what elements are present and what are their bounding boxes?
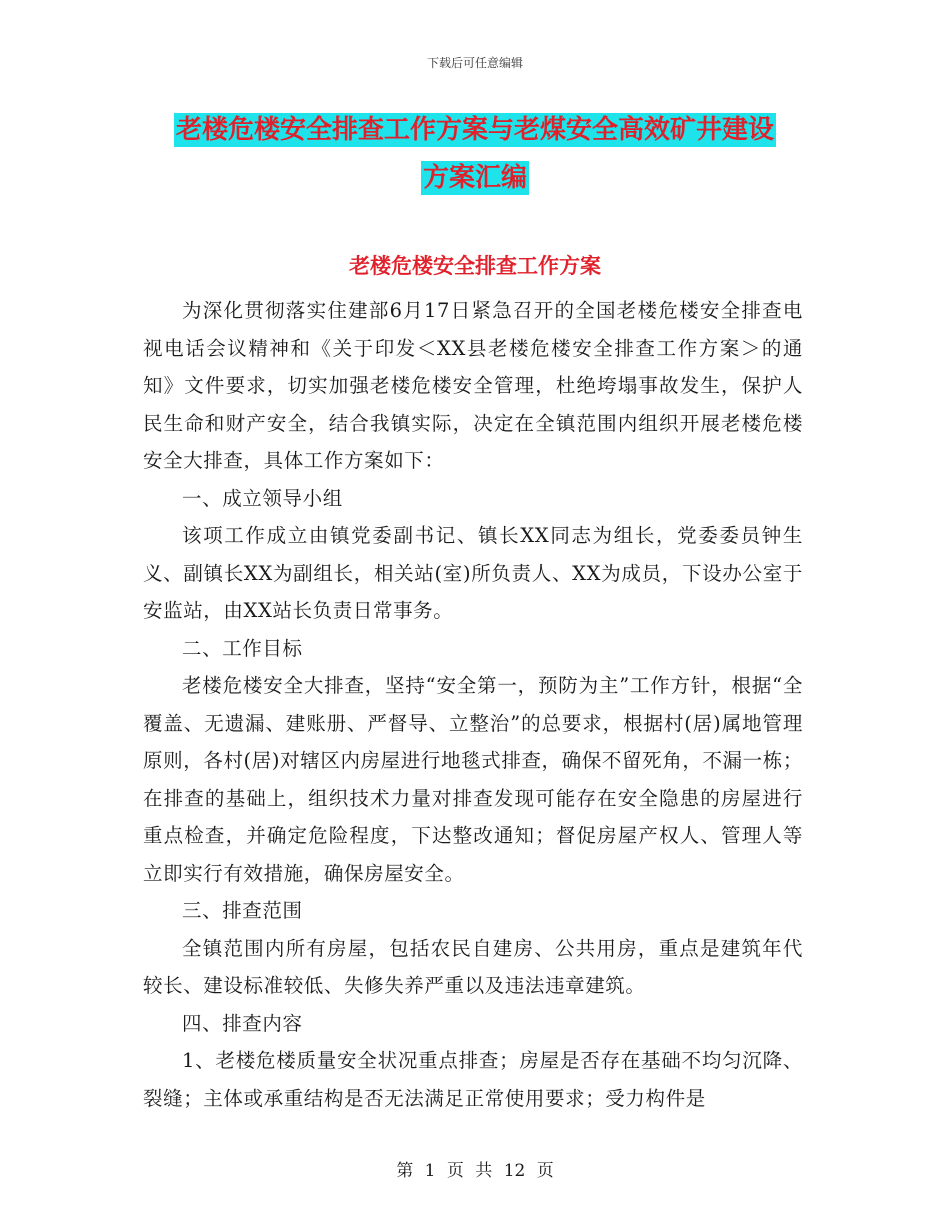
section-title: 老楼危楼安全排查工作方案 (349, 254, 601, 278)
paragraph-heading: 二、工作目标 (182, 636, 303, 660)
paragraph-heading: 三、排查范围 (182, 899, 303, 922)
paragraph: 该项工作成立由镇党委副书记、镇长XX同志为组长，党委委员钟生义、副镇长XX为副组长，相关站(室)所负责人、XX为成员，下设办公室于安监站，由XX站长负责日常事务。 (143, 524, 803, 622)
paragraph: 老楼危楼安全大排查，坚持“安全第一，预防为主”工作方针，根据“全覆盖、无遗漏、建账册、严督导、立整治”的总要求，根据村(居)属地管理原则，各村(居)对辖区内房屋进行地毯式排查，确保不留死角，不漏一栋；在排查的基础上，组织技术力量对排查发现可能存在安全隐患的房屋进行重点检查，并确定危险程度，下达整改通知；督促房屋产权人、管理人等立即实行有效措施，确保房屋安全。 (143, 674, 803, 885)
document-body (143, 292, 803, 1117)
paragraph-heading: 四、排查内容 (182, 1011, 303, 1035)
paragraph: 1、老楼危楼质量安全状况重点排查；房屋是否存在基础不均匀沉降、裂缝；主体或承重结构是否无法满足正常使用要求；受力构件是 (143, 1049, 803, 1110)
page-footer: 第 1 页 共 12 页 (396, 1161, 554, 1181)
document-main-title (140, 106, 810, 202)
paragraph: 为深化贯彻落实住建部6月17日紧急召开的全国老楼危楼安全排查电视电话会议精神和《关于印发＜XX县老楼危楼安全排查工作方案＞的通知》文件要求，切实加强老楼危楼安全管理，杜绝垮塌事故发生，保护人民生命和财产安全，结合我镇实际，决定在全镇范围内组织开展老楼危楼安全大排查，具体工作方案如下： (143, 299, 803, 472)
main-title-line1: 老楼危楼安全排查工作方案与老煤安全高效矿井建设 (175, 115, 774, 145)
paragraph-heading: 一、成立领导小组 (182, 486, 343, 510)
main-title-line2: 方案汇编 (422, 163, 527, 193)
page-header-note: 下载后可任意编辑 (426, 56, 523, 70)
paragraph: 全镇范围内所有房屋，包括农民自建房、公共用房，重点是建筑年代较长、建设标准较低、失修失养严重以及违法违章建筑。 (143, 936, 803, 997)
